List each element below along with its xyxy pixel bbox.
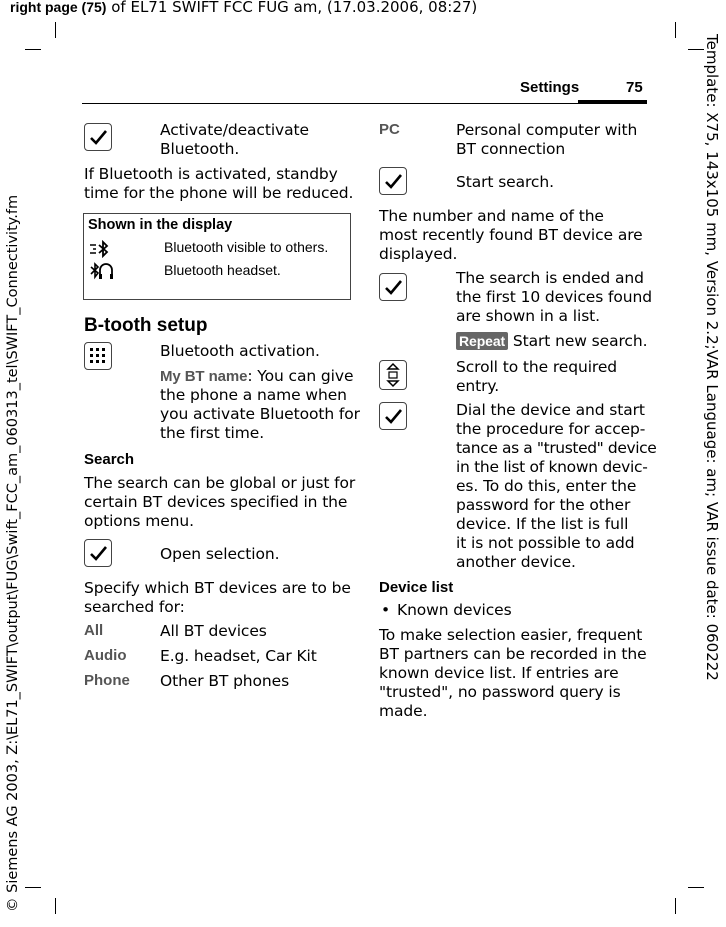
display-row-2-text: Bluetooth headset.: [164, 262, 281, 278]
dial-line-2: the procedure for accep-: [456, 420, 646, 438]
checkmark-icon: [380, 403, 406, 429]
crop-mark: [675, 22, 676, 38]
dial-line-1: Dial the device and start: [456, 401, 645, 419]
dial-line-5: es. To do this, enter the: [456, 477, 637, 495]
checkmark-icon: [85, 540, 111, 566]
side-copyright: © Siemens AG 2003, Z:\EL71_SWIFT\output\FUG\Swift_FCC_am_060313_tel\SWIFT_Connectivity.fm: [5, 194, 21, 912]
crop-mark: [55, 898, 56, 914]
document-label: right page (75): [10, 0, 107, 15]
document-info: of EL71 SWIFT FCC FUG am, (17.03.2006, 08:27): [106, 0, 478, 16]
scroll-line-2: entry.: [456, 377, 500, 395]
ended-line-2: the first 10 devices found: [456, 288, 652, 306]
page-number: 75: [626, 79, 643, 96]
activate-line-1: Activate/deactivate: [160, 121, 309, 139]
repeat-line: [456, 332, 647, 351]
bluetooth-headset-icon: [88, 262, 114, 286]
softkey-ok-key[interactable]: [84, 539, 112, 567]
checkmark-icon: [85, 124, 111, 150]
dial-line-8: it is not possible to add: [456, 534, 635, 552]
section-heading: B-tooth setup: [84, 315, 208, 336]
crop-mark: [25, 49, 41, 50]
option-label-pc: PC: [379, 121, 400, 138]
search-line-1: The search can be global or just for: [84, 474, 356, 492]
repeat-softkey[interactable]: Repeat: [456, 332, 508, 350]
para-line-4: "trusted", no password query is: [379, 683, 621, 701]
pc-line-1: Personal computer with: [456, 121, 638, 139]
standby-line-1: If Bluetooth is activated, standby: [84, 165, 338, 183]
menu-key[interactable]: [84, 342, 112, 370]
pc-line-2: BT connection: [456, 140, 566, 158]
ended-line-3: are shown in a list.: [456, 307, 600, 325]
search-line-3: options menu.: [84, 512, 194, 530]
crop-mark: [688, 887, 704, 888]
dial-line-4: in the list of known devic-: [456, 458, 648, 476]
option-text-audio: E.g. headset, Car Kit: [160, 647, 317, 665]
activate-line-2: Bluetooth.: [160, 140, 240, 158]
dial-line-3: tance as a "trusted" device: [456, 439, 657, 457]
dial-line-6: password for the other: [456, 496, 631, 514]
start-search-text: Start search.: [456, 173, 554, 191]
display-symbols-box: [83, 213, 351, 300]
para-line-5: made.: [379, 702, 428, 720]
option-label-phone: Phone: [84, 672, 130, 689]
dial-line-9: another device.: [456, 553, 576, 571]
softkey-ok-key[interactable]: [379, 402, 407, 430]
mybt-line-2: the phone a name when: [160, 386, 347, 404]
ended-line-1: The search is ended and: [456, 269, 644, 287]
softkey-ok-key[interactable]: [84, 123, 112, 151]
crop-mark: [675, 898, 676, 914]
para-line-1: To make selection easier, frequent: [379, 626, 643, 644]
section-title: Settings: [520, 79, 580, 96]
side-template-info: Template: X75, 143x105 mm, Version 2.2;VAR Language: am; VAR issue date: 060222: [703, 34, 721, 681]
option-text-all: All BT devices: [160, 622, 267, 640]
crop-mark: [25, 887, 41, 888]
open-selection-text: Open selection.: [160, 545, 280, 563]
bluetooth-activation-text: Bluetooth activation.: [160, 342, 320, 360]
scroll-updown-icon: [380, 361, 406, 389]
option-label-audio: Audio: [84, 647, 127, 664]
number-line-1: The number and name of the: [379, 207, 604, 225]
para-line-3: known device list. If entries are: [379, 664, 619, 682]
number-line-3: displayed.: [379, 245, 458, 263]
mybt-text: : You can give: [247, 367, 354, 385]
mybt-line-1: [160, 367, 353, 386]
standby-line-2: time for the phone will be reduced.: [84, 184, 354, 202]
display-row-1-text: Bluetooth visible to others.: [164, 239, 329, 255]
mybt-line-3: you activate Bluetooth for: [160, 405, 360, 423]
mybt-line-4: the first time.: [160, 424, 265, 442]
crop-mark: [688, 49, 704, 50]
repeat-text: Start new search.: [508, 332, 648, 350]
header-rule: [82, 103, 647, 104]
softkey-ok-key[interactable]: [379, 167, 407, 195]
option-label-all: All: [84, 622, 104, 639]
checkmark-icon: [380, 274, 406, 300]
bullet-icon: •: [381, 601, 391, 619]
display-box-title: Shown in the display: [88, 217, 233, 233]
menu-grid-icon: [85, 343, 111, 369]
search-line-2: certain BT devices specified in the: [84, 493, 348, 511]
para-line-2: BT partners can be recorded in the: [379, 645, 647, 663]
header-tab: [578, 100, 647, 103]
bullet-known-devices: Known devices: [397, 601, 512, 619]
mybt-label: My BT name: [160, 368, 248, 385]
device-list-heading: Device list: [379, 579, 454, 596]
specify-line-1: Specify which BT devices are to be: [84, 579, 351, 597]
crop-mark: [55, 22, 56, 38]
softkey-ok-key[interactable]: [379, 273, 407, 301]
dial-line-7: device. If the list is full: [456, 515, 629, 533]
scroll-line-1: Scroll to the required: [456, 358, 618, 376]
bluetooth-visible-icon: [88, 240, 114, 262]
navigation-key[interactable]: [379, 360, 407, 390]
option-text-phone: Other BT phones: [160, 672, 290, 690]
search-heading: Search: [84, 451, 135, 468]
checkmark-icon: [380, 168, 406, 194]
document-info-line: [10, 0, 477, 16]
specify-line-2: searched for:: [84, 598, 185, 616]
number-line-2: most recently found BT device are: [379, 226, 643, 244]
